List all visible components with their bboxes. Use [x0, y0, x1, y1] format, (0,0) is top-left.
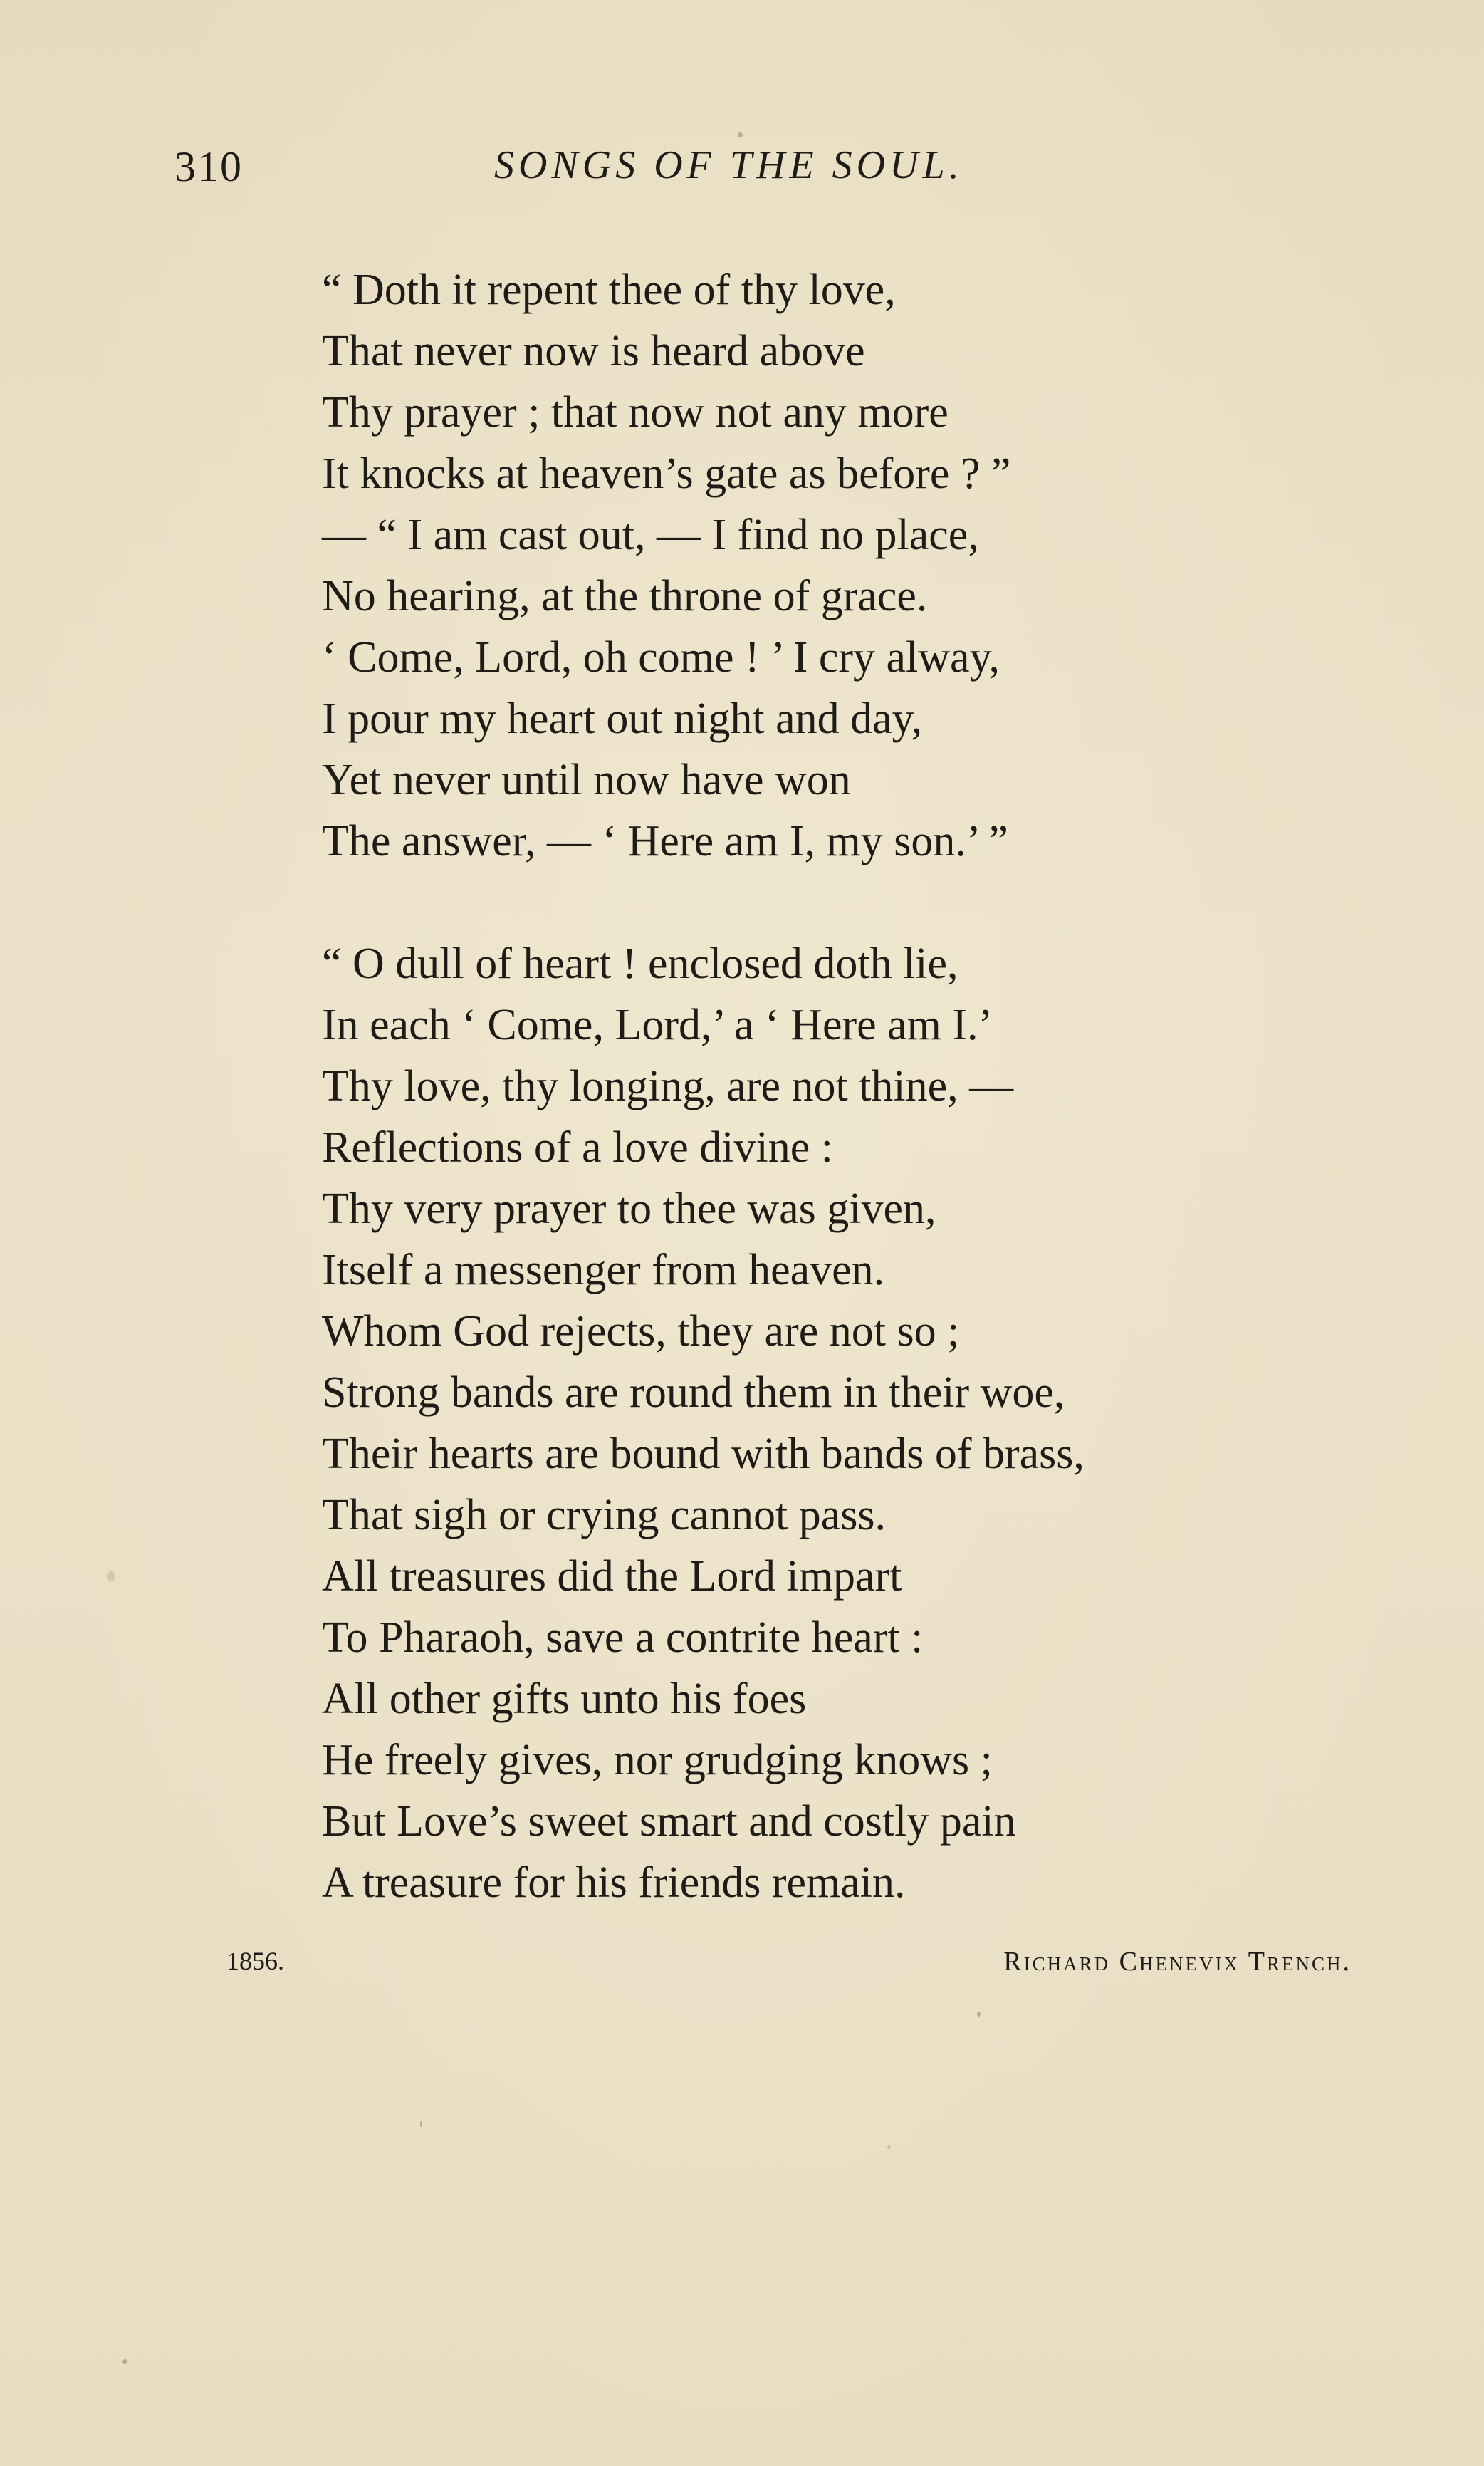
poem-author: Richard Chenevix Trench. [1003, 1947, 1352, 1977]
verse-line: “ O dull of heart ! enclosed doth lie, [322, 940, 958, 988]
verse-line: All treasures did the Lord impart [322, 1552, 902, 1601]
verse-line: Yet never until now have won [322, 756, 851, 804]
paper-speck [107, 1571, 115, 1581]
verse-line: I pour my heart out night and day, [322, 694, 923, 743]
page-header [0, 142, 1484, 207]
paper-speck [738, 132, 743, 137]
verse-line: To Pharaoh, save a contrite heart : [322, 1613, 924, 1662]
verse-line: In each ‘ Come, Lord,’ a ‘ Here am I.’ [322, 1001, 993, 1049]
verse-line: ‘ Come, Lord, oh come ! ’ I cry alway, [322, 633, 1000, 682]
verse-line: That never now is heard above [322, 327, 865, 375]
verse-line: Itself a messenger from heaven. [322, 1246, 885, 1294]
page-number: 310 [174, 143, 243, 190]
verse-line: Strong bands are round them in their woe, [322, 1368, 1065, 1417]
verse-line: “ Doth it repent thee of thy love, [322, 266, 896, 314]
paper-speck [420, 2121, 422, 2127]
verse-line: A treasure for his friends remain. [322, 1858, 906, 1907]
verse-line: But Love’s sweet smart and costly pain [322, 1797, 1016, 1846]
verse-line: He freely gives, nor grudging knows ; [322, 1736, 993, 1784]
verse-line: — “ I am cast out, — I find no place, [322, 511, 979, 559]
verse-line: Whom God rejects, they are not so ; [322, 1307, 960, 1356]
page-footer [0, 1946, 1484, 1989]
verse-line: Thy very prayer to thee was given, [322, 1185, 936, 1233]
paper-speck [122, 2359, 127, 2364]
verse-line: Thy prayer ; that now not any more [322, 388, 949, 437]
verse-line: The answer, — ‘ Here am I, my son.’ ” [322, 817, 1008, 865]
verse-line: No hearing, at the throne of grace. [322, 572, 928, 620]
stanza-2 [322, 933, 1085, 1913]
running-head: SONGS OF THE SOUL. [494, 143, 963, 187]
verse-line: Reflections of a love divine : [322, 1123, 833, 1172]
verse-line: That sigh or crying cannot pass. [322, 1491, 887, 1539]
verse-line: Their hearts are bound with bands of brass, [322, 1430, 1085, 1478]
paper-speck [887, 2145, 891, 2149]
verse-line: Thy love, thy longing, are not thine, — [322, 1062, 1014, 1110]
poem-date: 1856. [226, 1947, 284, 1975]
verse-line: All other gifts unto his foes [322, 1675, 807, 1723]
paper-speck [977, 2012, 981, 2017]
verse-line: It knocks at heaven’s gate as before ? ” [322, 449, 1011, 498]
stanza-1 [322, 259, 1010, 872]
